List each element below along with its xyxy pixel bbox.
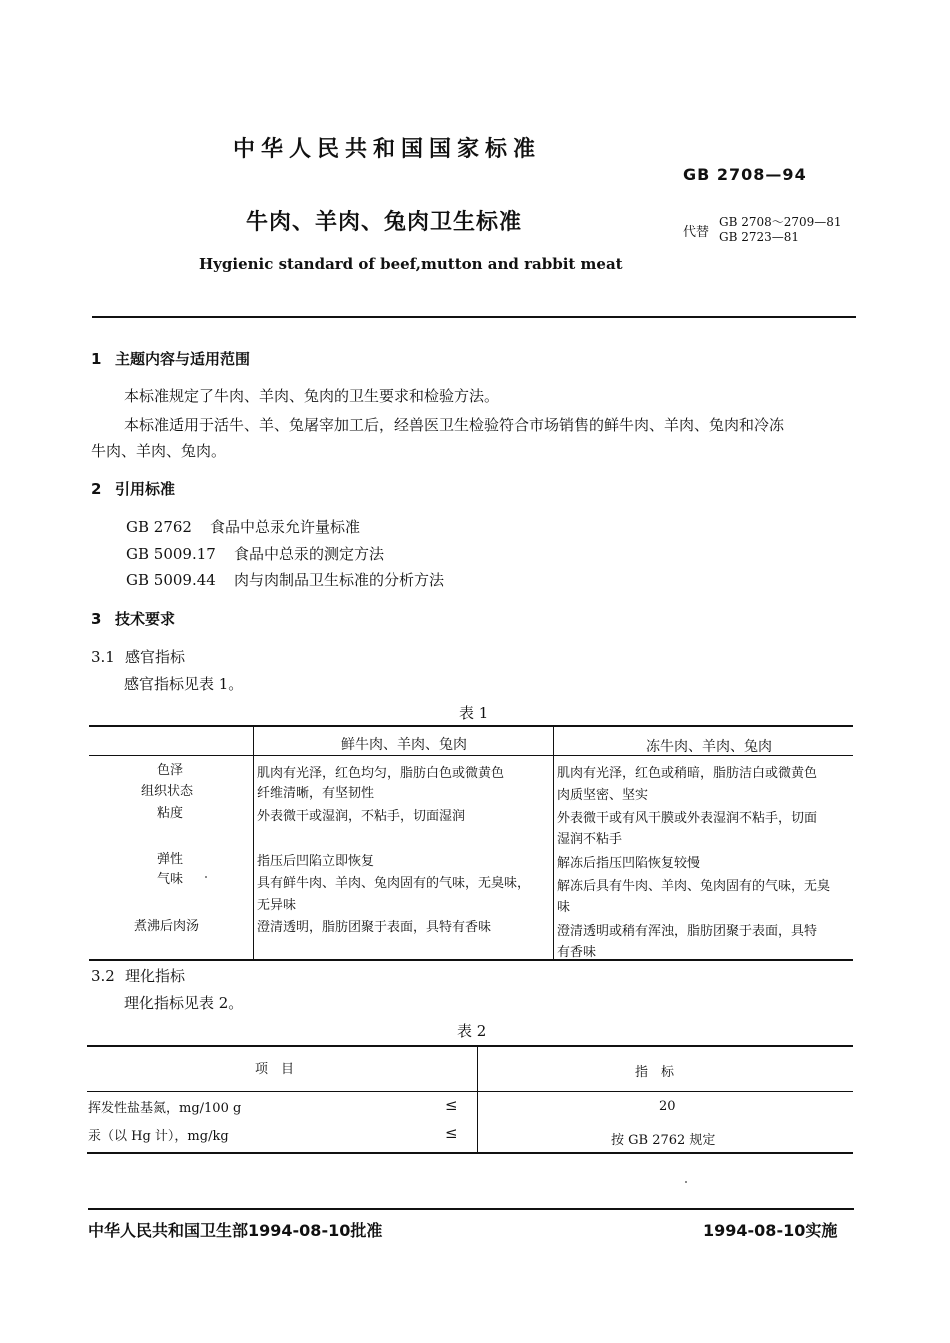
frozen-cell: 味 xyxy=(557,900,571,915)
header-divider xyxy=(92,316,856,318)
reference-name: 食品中总汞的测定方法 xyxy=(234,545,385,563)
reference-item xyxy=(126,543,384,564)
section-number: 3 xyxy=(91,610,102,628)
section-number: 2 xyxy=(91,480,102,498)
row-item: 气味 xyxy=(157,872,184,887)
table-header-item: 项 目 xyxy=(255,1062,295,1077)
section-number: 1 xyxy=(91,350,102,368)
scan-speck xyxy=(205,876,207,878)
reference-code: GB 5009.44 xyxy=(126,571,216,589)
fresh-cell: 澄清透明，脂肪团聚于表面，具特有香味 xyxy=(257,920,492,935)
table-header-indicator: 指 标 xyxy=(635,1065,675,1080)
table-1-caption: 表 1 xyxy=(459,704,489,722)
table-rule xyxy=(87,1045,853,1047)
fresh-cell: 无异味 xyxy=(257,898,297,913)
table-divider xyxy=(477,1045,478,1154)
frozen-cell: 有香味 xyxy=(557,945,597,960)
page-title: 牛肉、羊肉、兔肉卫生标准 xyxy=(246,210,523,235)
paragraph: 感官指标见表 1。 xyxy=(124,675,244,693)
paragraph: 理化指标见表 2。 xyxy=(124,994,244,1012)
fresh-cell: 外表微干或湿润，不粘手，切面湿润 xyxy=(257,809,466,824)
paragraph-continuation: 牛肉、羊肉、兔肉。 xyxy=(91,442,227,460)
reference-item xyxy=(126,516,360,537)
row-item: 色泽 xyxy=(157,763,184,778)
english-title: Hygienic standard of beef,mutton and rabbit meat xyxy=(199,255,623,273)
scan-speck xyxy=(685,1181,687,1183)
row-item: 弹性 xyxy=(157,852,184,867)
frozen-cell: 澄清透明或稍有浑浊，脂肪团聚于表面，具特 xyxy=(557,924,818,939)
reference-name: 食品中总汞允许量标准 xyxy=(210,518,361,536)
fresh-cell: 纤维清晰，有坚韧性 xyxy=(257,786,375,801)
fresh-cell: 指压后凹陷立即恢复 xyxy=(257,854,375,869)
table-rule xyxy=(87,1091,853,1092)
frozen-cell: 肌肉有光泽，红色或稍暗，脂肪洁白或微黄色 xyxy=(557,766,818,781)
row-item: 挥发性盐基氮，mg/100 g xyxy=(88,1101,242,1116)
subsection-3-2-heading xyxy=(91,965,185,986)
section-title: 技术要求 xyxy=(115,610,176,628)
indicator-value: 20 xyxy=(659,1099,676,1114)
section-1-heading xyxy=(91,348,250,369)
approval-line: 中华人民共和国卫生部1994-08-10批准 xyxy=(88,1221,383,1240)
subsection-number: 3.1 xyxy=(91,648,115,666)
table-rule xyxy=(89,959,853,961)
subsection-3-1-heading xyxy=(91,646,185,667)
sensory-table xyxy=(89,725,853,961)
subsection-title: 理化指标 xyxy=(125,967,186,985)
paragraph: 本标准适用于活牛、羊、兔屠宰加工后，经兽医卫生检验符合市场销售的鲜牛肉、羊肉、兔肉和冷冻 xyxy=(124,416,785,434)
comparison-operator: ≤ xyxy=(445,1124,458,1142)
comparison-operator: ≤ xyxy=(445,1096,458,1114)
reference-code: GB 2762 xyxy=(126,518,192,536)
replaces-label: 代替 xyxy=(683,225,710,240)
replaces-code-2: GB 2723—81 xyxy=(719,230,800,244)
table-header-frozen: 冻牛肉、羊肉、兔肉 xyxy=(646,739,772,755)
frozen-cell: 解冻后具有牛肉、羊肉、兔肉固有的气味，无臭 xyxy=(557,879,831,894)
standard-category-title: 中华人民共和国国家标准 xyxy=(233,137,542,162)
standard-code: GB 2708—94 xyxy=(683,165,807,184)
reference-code: GB 5009.17 xyxy=(126,545,216,563)
table-divider xyxy=(253,725,254,961)
table-header-fresh: 鲜牛肉、羊肉、兔肉 xyxy=(341,737,467,753)
row-item: 粘度 xyxy=(157,806,184,821)
table-divider xyxy=(553,725,554,961)
frozen-cell: 湿润不粘手 xyxy=(557,832,623,847)
footer-divider xyxy=(88,1208,854,1210)
fresh-cell: 肌肉有光泽，红色均匀，脂肪白色或微黄色 xyxy=(257,766,505,781)
section-2-heading xyxy=(91,478,175,499)
paragraph: 本标准规定了牛肉、羊肉、兔肉的卫生要求和检验方法。 xyxy=(124,387,500,405)
reference-item xyxy=(126,569,444,590)
frozen-cell: 肉质坚密、坚实 xyxy=(557,788,649,803)
row-item: 组织状态 xyxy=(141,784,194,799)
section-title: 主题内容与适用范围 xyxy=(115,350,251,368)
physicochemical-table xyxy=(87,1045,853,1154)
table-rule xyxy=(87,1152,853,1154)
table-2-caption: 表 2 xyxy=(457,1022,487,1040)
subsection-title: 感官指标 xyxy=(125,648,186,666)
replaces-code-1: GB 2708～2709—81 xyxy=(719,215,842,229)
table-rule xyxy=(89,725,853,727)
frozen-cell: 解冻后指压凹陷恢复较慢 xyxy=(557,856,701,871)
indicator-value: 按 GB 2762 规定 xyxy=(611,1133,716,1148)
fresh-cell: 具有鲜牛肉、羊肉、兔肉固有的气味，无臭味， xyxy=(257,876,531,891)
frozen-cell: 外表微干或有风干膜或外表湿润不粘手，切面 xyxy=(557,811,818,826)
effective-date: 1994-08-10实施 xyxy=(703,1221,838,1240)
reference-name: 肉与肉制品卫生标准的分析方法 xyxy=(234,571,445,589)
section-title: 引用标准 xyxy=(115,480,176,498)
section-3-heading xyxy=(91,608,175,629)
subsection-number: 3.2 xyxy=(91,967,115,985)
row-item: 煮沸后肉汤 xyxy=(134,919,200,934)
row-item: 汞（以 Hg 计），mg/kg xyxy=(88,1129,229,1144)
